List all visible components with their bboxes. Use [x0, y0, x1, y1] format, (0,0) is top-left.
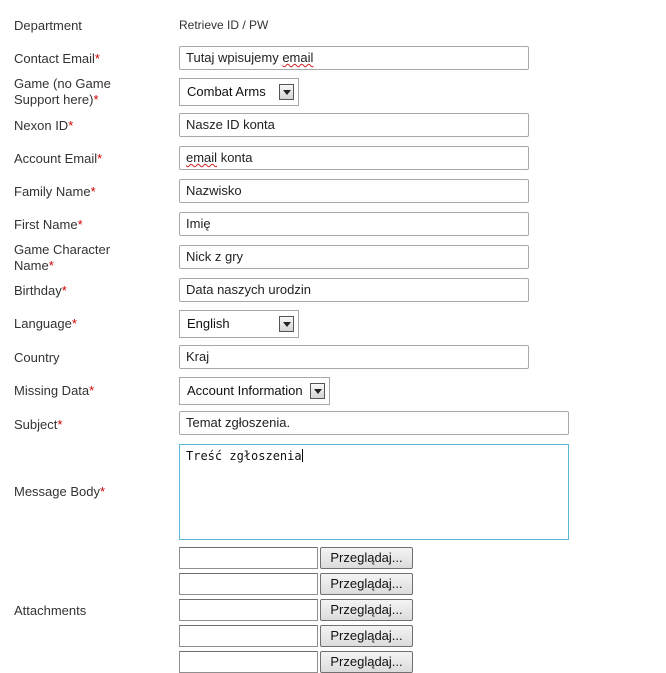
account-email-label: Account Email* — [14, 151, 103, 166]
text-caret — [302, 449, 303, 462]
country-input[interactable]: Kraj — [179, 345, 529, 369]
family-name-label: Family Name* — [14, 184, 96, 199]
attachment-browse-button[interactable]: Przeglądaj... — [320, 599, 413, 621]
game-character-name-input[interactable]: Nick z gry — [179, 245, 529, 269]
department-label: Department — [14, 18, 82, 33]
subject-input[interactable]: Temat zgłoszenia. — [179, 411, 569, 435]
country-label: Country — [14, 350, 60, 365]
message-body-textarea[interactable]: Treść zgłoszenia — [179, 444, 569, 540]
chevron-down-icon[interactable] — [279, 316, 294, 332]
language-select[interactable]: English — [179, 310, 299, 338]
game-select[interactable]: Combat Arms — [179, 78, 299, 106]
first-name-input[interactable]: Imię — [179, 212, 529, 236]
attachment-file-field[interactable] — [179, 547, 318, 569]
missing-data-label: Missing Data* — [14, 383, 95, 398]
family-name-input[interactable]: Nazwisko — [179, 179, 529, 203]
attachment-browse-button[interactable]: Przeglądaj... — [320, 651, 413, 673]
contact-email-input[interactable]: Tutaj wpisujemy email — [179, 46, 529, 70]
attachments-label: Attachments — [14, 603, 87, 618]
attachment-file-field[interactable] — [179, 573, 318, 595]
department-value: Retrieve ID / PW — [179, 18, 269, 32]
message-body-label: Message Body* — [14, 484, 106, 499]
game-character-name-label: Game Character Name* — [14, 242, 111, 273]
language-label: Language* — [14, 316, 77, 331]
attachment-file-field[interactable] — [179, 599, 318, 621]
contact-email-label: Contact Email* — [14, 51, 100, 66]
birthday-input[interactable]: Data naszych urodzin — [179, 278, 529, 302]
game-label: Game (no Game Support here)* — [14, 76, 111, 107]
attachment-file-field[interactable] — [179, 651, 318, 673]
birthday-label: Birthday* — [14, 283, 67, 298]
chevron-down-icon[interactable] — [310, 383, 325, 399]
attachment-file-field[interactable] — [179, 625, 318, 647]
attachment-browse-button[interactable]: Przeglądaj... — [320, 547, 413, 569]
account-email-input[interactable]: email konta — [179, 146, 529, 170]
nexon-id-label: Nexon ID* — [14, 118, 74, 133]
subject-label: Subject* — [14, 417, 63, 432]
attachment-browse-button[interactable]: Przeglądaj... — [320, 625, 413, 647]
chevron-down-icon[interactable] — [279, 84, 294, 100]
first-name-label: First Name* — [14, 217, 83, 232]
nexon-id-input[interactable]: Nasze ID konta — [179, 113, 529, 137]
missing-data-select[interactable]: Account Information — [179, 377, 330, 405]
attachment-browse-button[interactable]: Przeglądaj... — [320, 573, 413, 595]
